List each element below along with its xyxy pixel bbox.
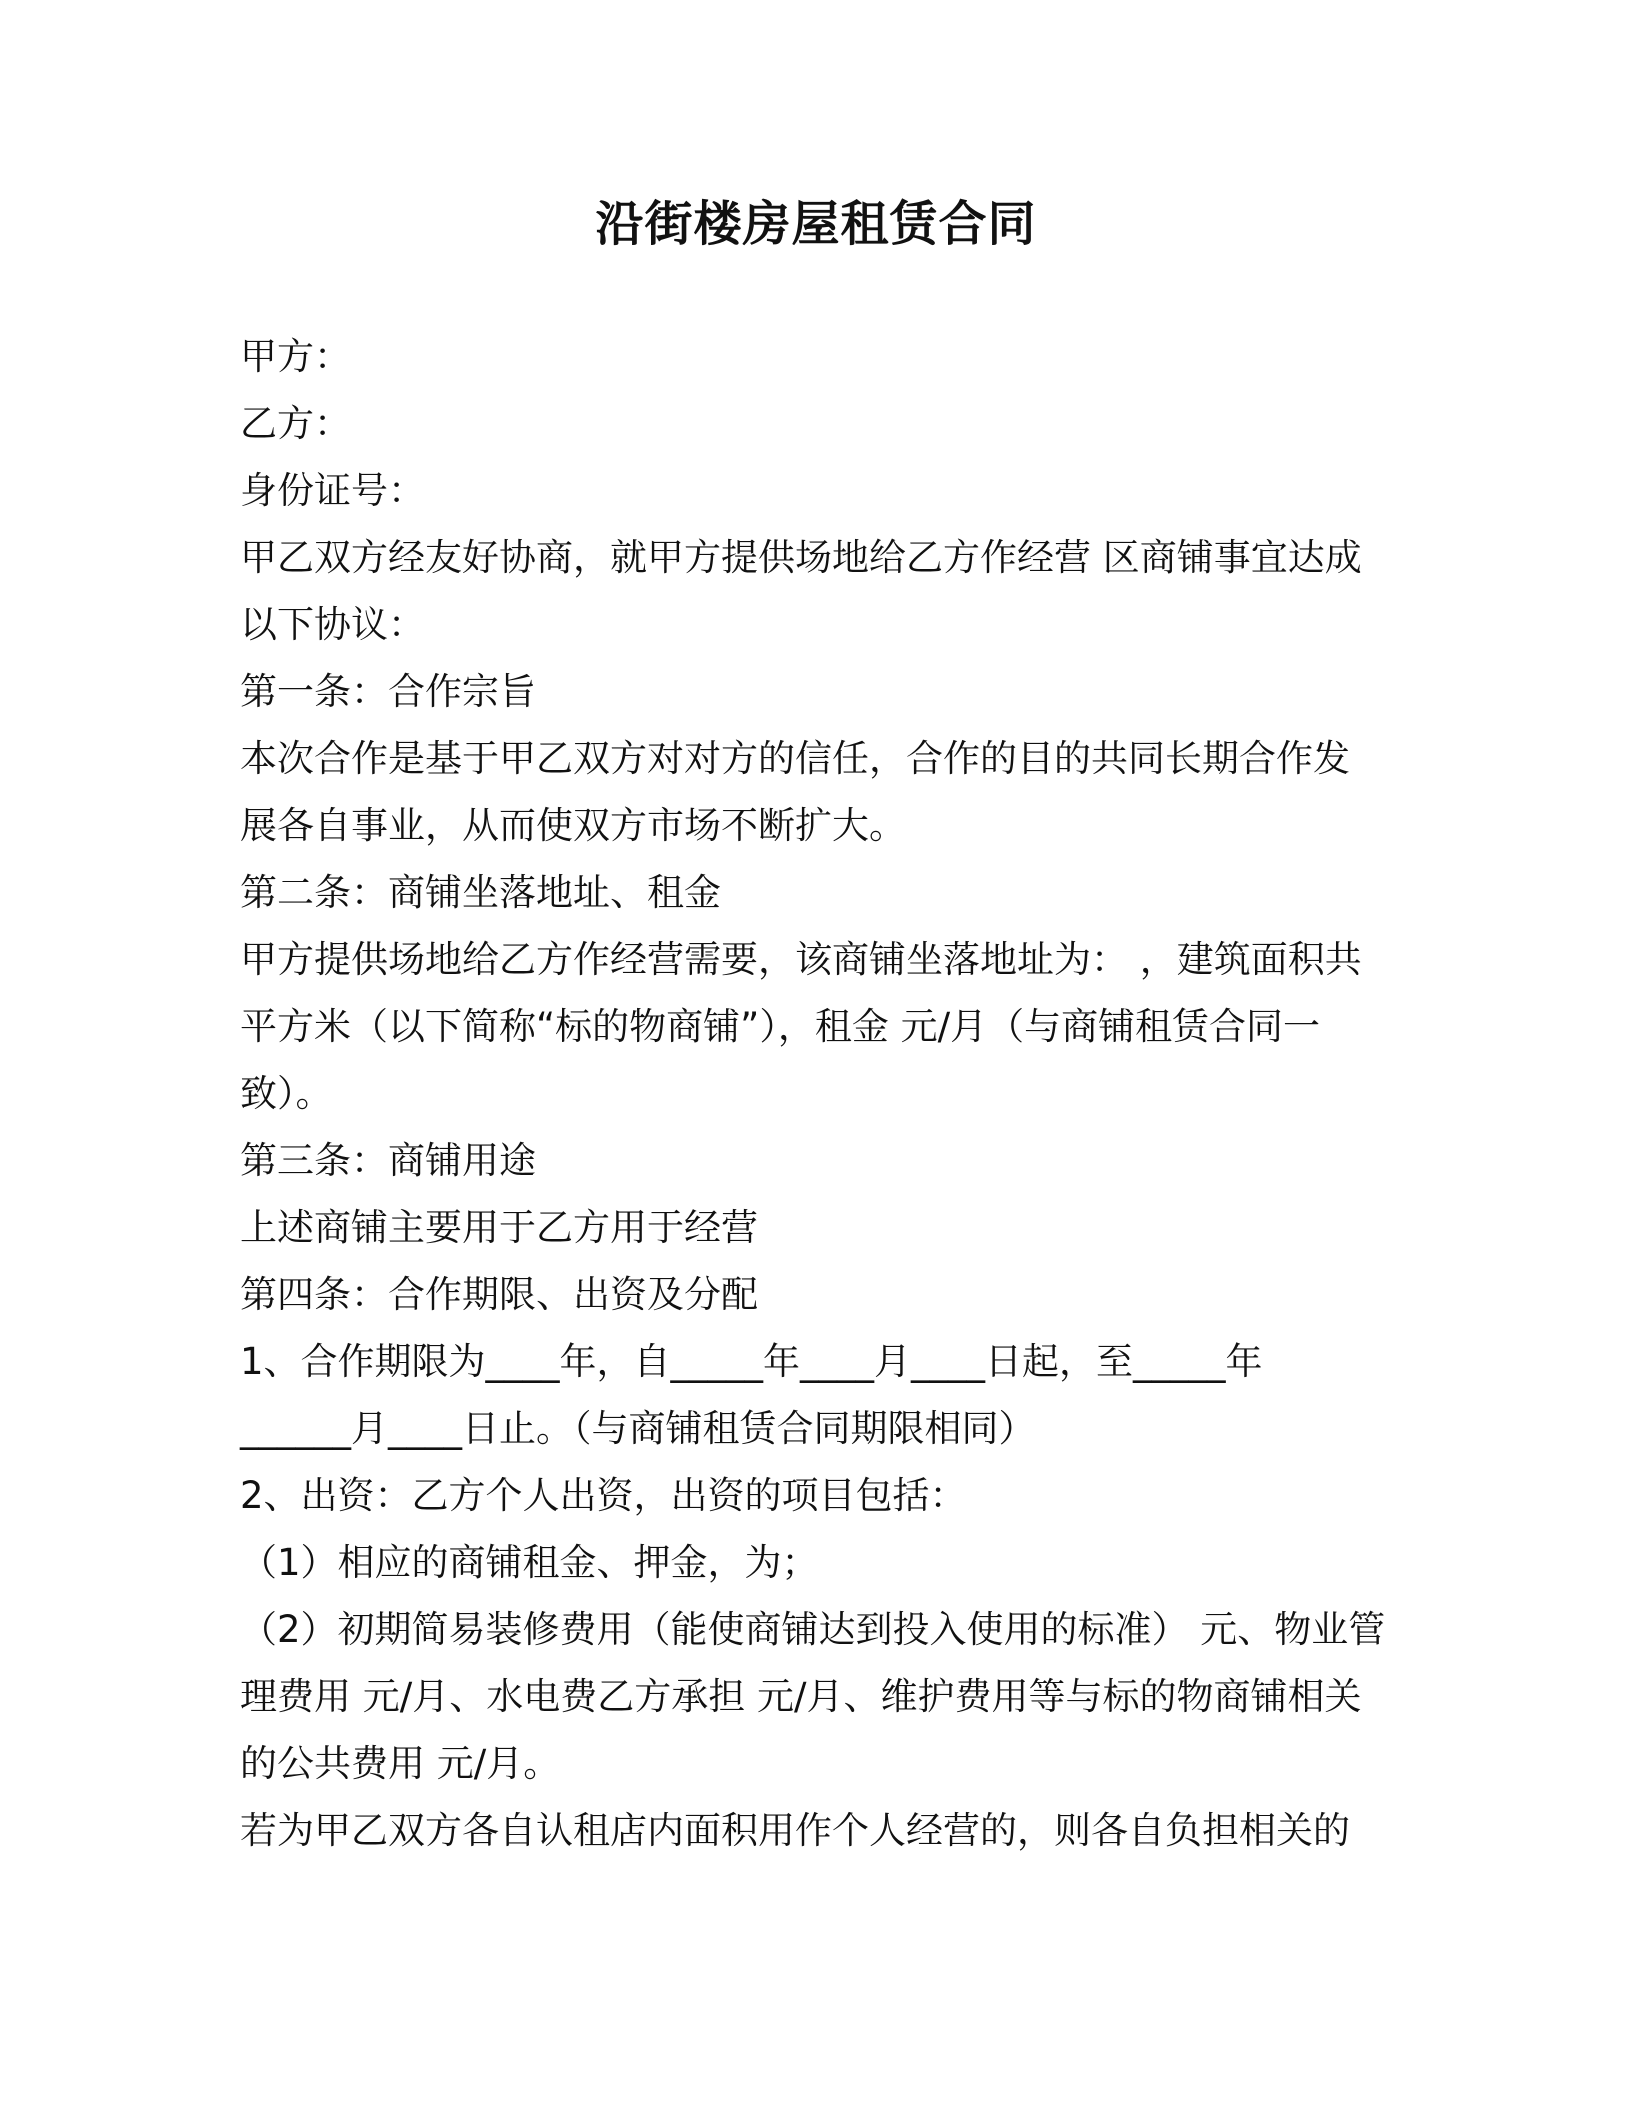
- article-heading: 第一条：合作宗旨: [240, 670, 536, 713]
- preamble-line: 甲乙双方经友好协商，就甲方提供场地给乙方作经营 区商铺事宜达成: [240, 536, 1362, 579]
- article-heading: 第四条：合作期限、出资及分配: [240, 1273, 758, 1316]
- paragraph-line: 致）。: [240, 1072, 333, 1115]
- sub-clause-line: 的公共费用 元/月。: [240, 1742, 561, 1785]
- clause-line: 2、出资：乙方个人出资，出资的项目包括：: [240, 1474, 967, 1517]
- document-body: [240, 323, 1420, 1864]
- document-title: 沿街楼房屋租赁合同: [595, 196, 1037, 252]
- paragraph-line: 甲方提供场地给乙方作经营需要，该商铺坐落地址为： ，建筑面积共: [240, 938, 1362, 981]
- sub-clause-line: （2）初期简易装修费用（能使商铺达到投入使用的标准） 元、物业管: [240, 1608, 1386, 1651]
- paragraph-line: 若为甲乙双方各自认租店内面积用作个人经营的，则各自负担相关的: [240, 1809, 1350, 1852]
- id-number-line: 身份证号：: [240, 469, 425, 512]
- clause-line: ______月____日止。（与商铺租赁合同期限相同）: [240, 1407, 1036, 1450]
- party-a-line: 甲方：: [240, 335, 351, 378]
- party-b-line: 乙方：: [240, 402, 351, 445]
- article-heading: 第二条：商铺坐落地址、租金: [240, 871, 721, 914]
- sub-clause-line: （1）相应的商铺租金、押金，为；: [240, 1541, 819, 1584]
- paragraph-line: 展各自事业，从而使双方市场不断扩大。: [240, 804, 906, 847]
- paragraph-line: 上述商铺主要用于乙方用于经营: [240, 1206, 758, 1249]
- clause-line: 1、合作期限为____年，自_____年____月____日起，至_____年: [240, 1340, 1263, 1383]
- article-heading: 第三条：商铺用途: [240, 1139, 536, 1182]
- paragraph-line: 本次合作是基于甲乙双方对对方的信任，合作的目的共同长期合作发: [240, 737, 1350, 780]
- preamble-line: 以下协议：: [240, 603, 425, 646]
- sub-clause-line: 理费用 元/月、水电费乙方承担 元/月、维护费用等与标的物商铺相关: [240, 1675, 1362, 1718]
- paragraph-line: 平方米（以下简称“标的物商铺”），租金 元/月（与商铺租赁合同一: [240, 1005, 1321, 1048]
